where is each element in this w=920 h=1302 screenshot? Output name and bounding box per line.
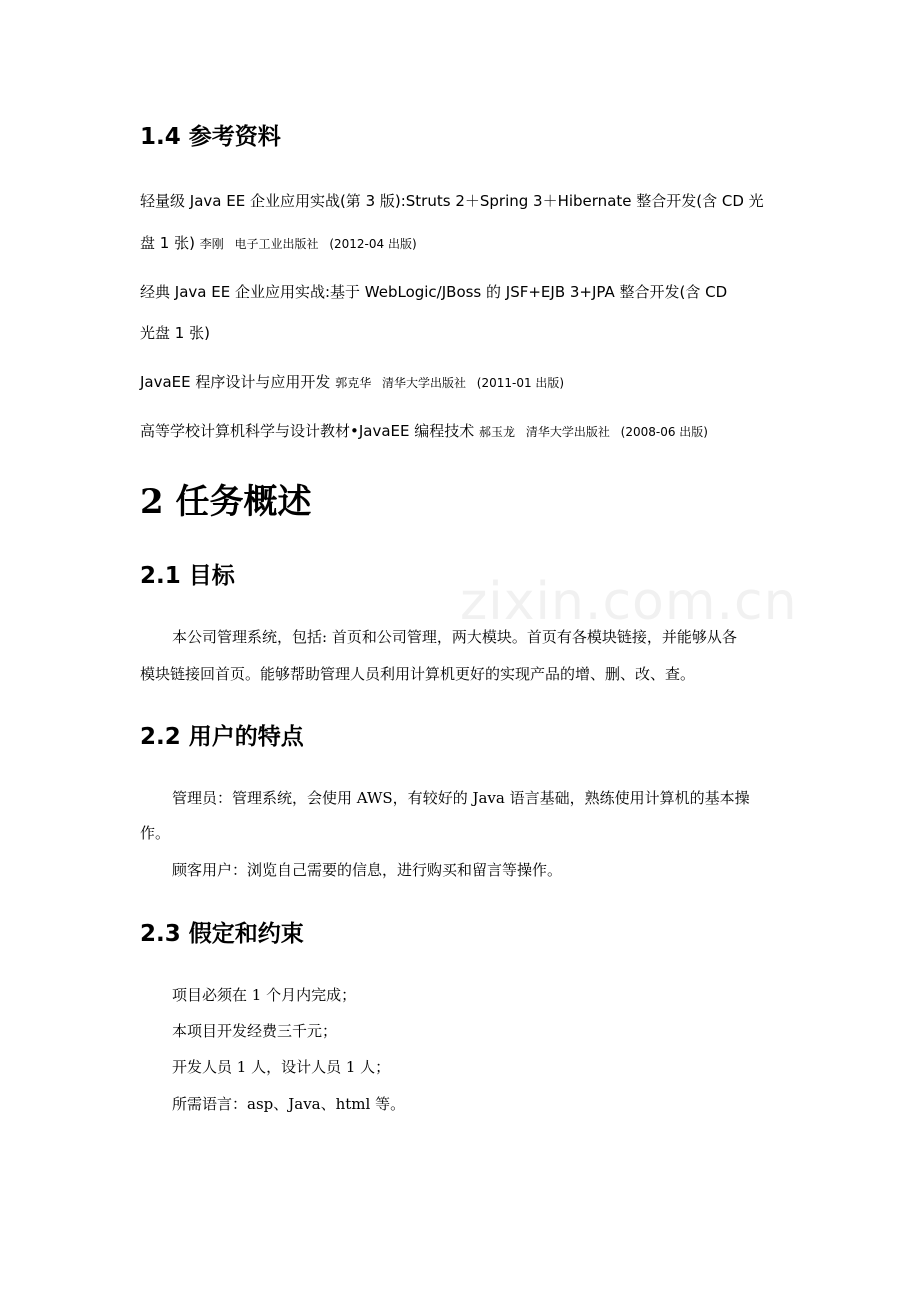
reference-4-publisher: 清华大学出版社 <box>525 425 610 439</box>
section-1-4-heading: 1.4 参考资料 <box>140 124 281 150</box>
reference-4-date: (2008-06 出版) <box>620 425 708 439</box>
section-2-heading: 2 任务概述 <box>140 482 312 522</box>
section-2-2-heading: 2.2 用户的特点 <box>140 724 304 750</box>
reference-1-line1: 轻量级 Java EE 企业应用实战(第 3 版):Struts 2＋Spring 3＋Hibernate 整合开发(含 CD 光 <box>140 192 764 210</box>
constraint-item: 所需语言：asp、Java、html 等。 <box>172 1095 406 1113</box>
reference-4-title: 高等学校计算机科学与设计教材•JavaEE 编程技术 <box>140 422 475 440</box>
reference-3 <box>140 371 564 394</box>
section-2-1-heading: 2.1 目标 <box>140 563 235 589</box>
reference-3-author: 郭克华 <box>335 376 372 390</box>
constraint-item: 本项目开发经费三千元； <box>172 1022 338 1040</box>
reference-4 <box>140 420 708 443</box>
reference-2-line1: 经典 Java EE 企业应用实战:基于 WebLogic/JBoss 的 JSF+EJB 3+JPA 整合开发(含 CD <box>140 283 728 301</box>
reference-3-title: JavaEE 程序设计与应用开发 <box>140 373 331 391</box>
reference-3-date: (2011-01 出版) <box>476 376 565 390</box>
reference-4-author: 郝玉龙 <box>479 425 516 439</box>
watermark: zixin.com.cn <box>460 572 798 632</box>
reference-2-line2: 光盘 1 张) <box>140 324 210 342</box>
reference-1-author: 李刚 <box>199 237 224 251</box>
reference-1-publisher: 电子工业出版社 <box>234 237 319 251</box>
goal-paragraph-line2: 模块链接回首页。能够帮助管理人员利用计算机更好的实现产品的增、删、改、查。 <box>140 665 696 683</box>
constraint-item: 开发人员 1 人，设计人员 1 人； <box>172 1058 391 1076</box>
customer-paragraph: 顾客用户：浏览自己需要的信息，进行购买和留言等操作。 <box>172 861 563 879</box>
reference-1-line2 <box>140 232 417 255</box>
reference-3-publisher: 清华大学出版社 <box>382 376 467 390</box>
admin-paragraph-line2: 作。 <box>140 824 171 842</box>
admin-paragraph-line1: 管理员：管理系统，会使用 AWS，有较好的 Java 语言基础，熟练使用计算机的基本操 <box>172 789 750 807</box>
constraint-item: 项目必须在 1 个月内完成； <box>172 986 357 1004</box>
reference-1-title-end: 盘 1 张) <box>140 234 195 252</box>
section-2-3-heading: 2.3 假定和约束 <box>140 921 304 947</box>
reference-1-date: (2012-04 出版) <box>329 237 417 251</box>
goal-paragraph-line1: 本公司管理系统，包括: 首页和公司管理，两大模块。首页有各模块链接，并能够从各 <box>172 628 737 646</box>
